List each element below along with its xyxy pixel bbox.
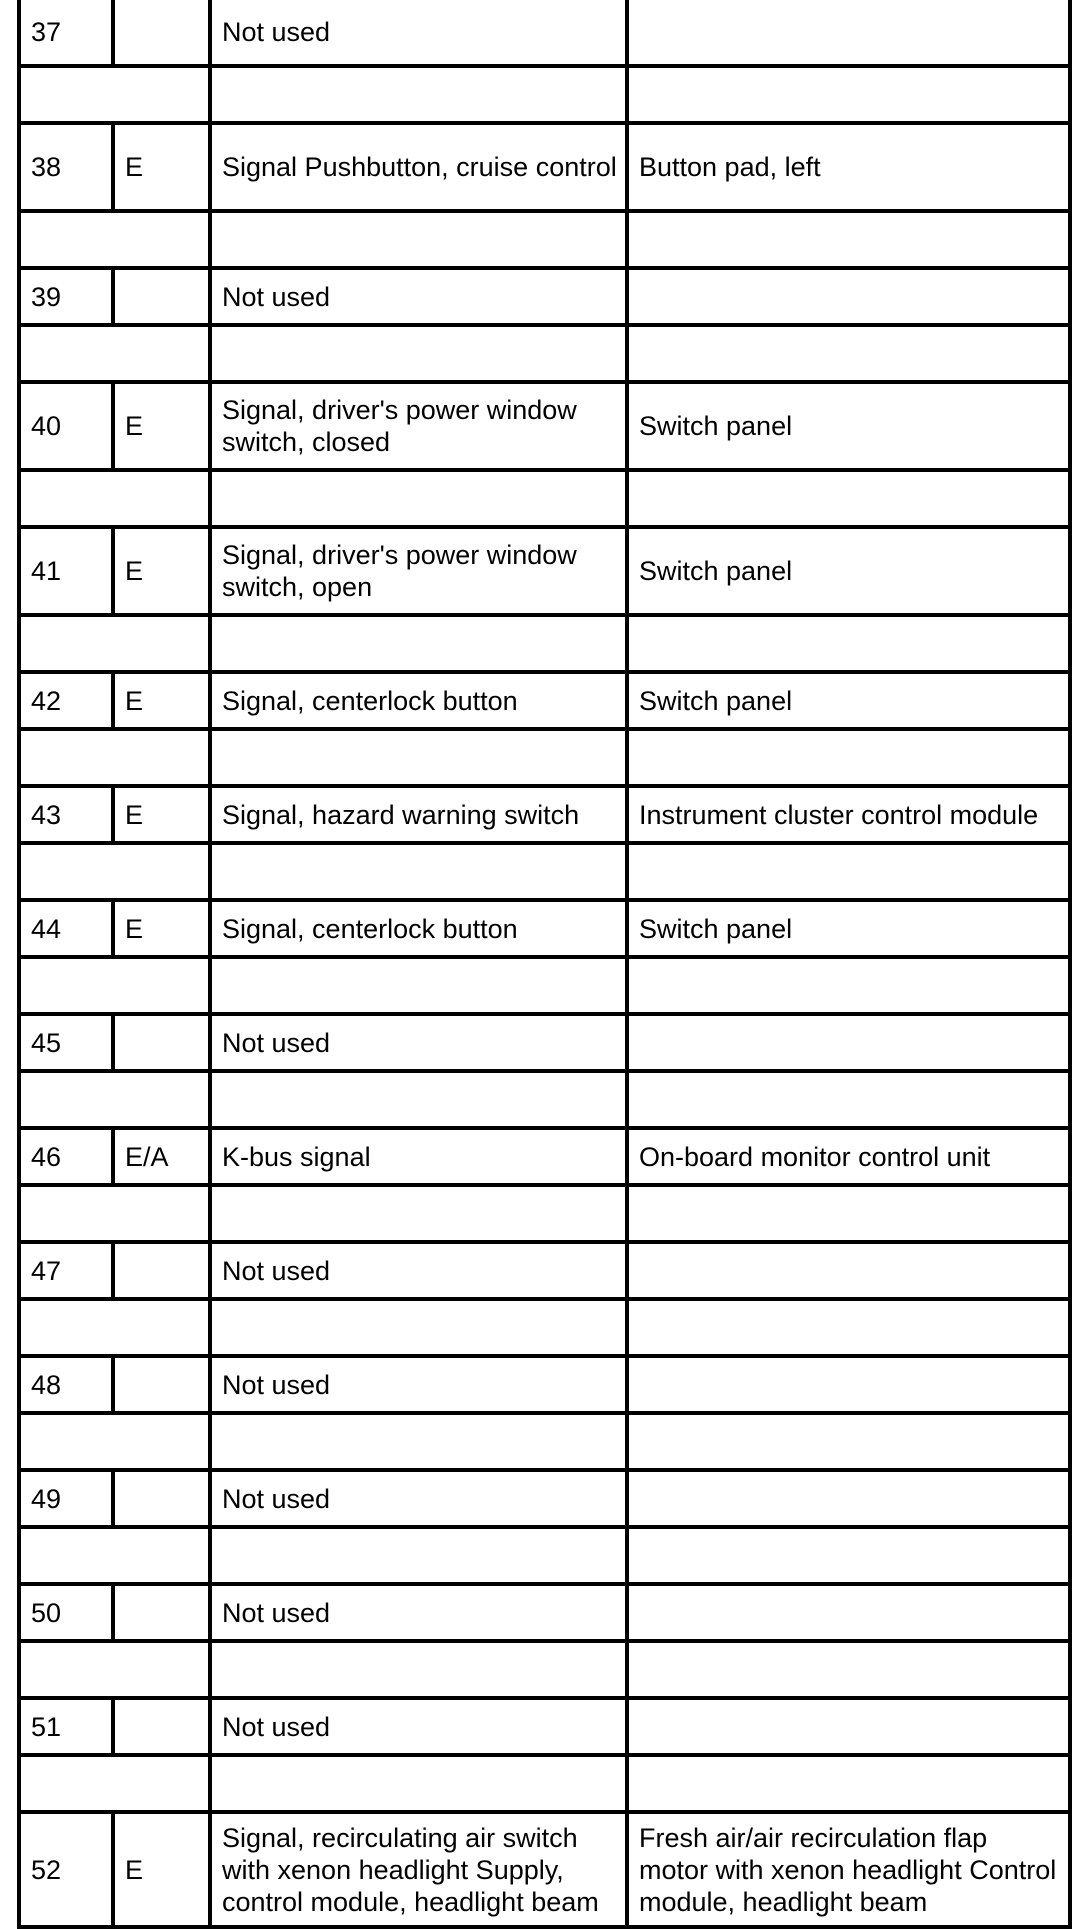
- component: Switch panel: [627, 527, 1070, 615]
- table-row: [19, 672, 1070, 729]
- component: Switch panel: [627, 672, 1070, 729]
- io-type: [113, 1242, 210, 1299]
- table-row: [19, 268, 1070, 325]
- signal-description: Signal, centerlock button: [210, 900, 627, 957]
- io-type: E/A: [113, 1128, 210, 1185]
- spacer-row: [19, 1641, 1070, 1698]
- pin-number: 50: [19, 1584, 113, 1641]
- spacer-row: [19, 729, 1070, 786]
- spacer-row: [19, 1071, 1070, 1128]
- pin-number: 41: [19, 527, 113, 615]
- io-type: E: [113, 527, 210, 615]
- spacer-row: [19, 843, 1070, 900]
- signal-description: Not used: [210, 1242, 627, 1299]
- signal-description: Not used: [210, 1470, 627, 1527]
- table-row: [19, 1242, 1070, 1299]
- table-row: [19, 1128, 1070, 1185]
- table-row: [19, 1812, 1070, 1927]
- pin-number: 39: [19, 268, 113, 325]
- component: Fresh air/air recirculation flap motor with xenon headlight Control module, headlight beam: [627, 1812, 1070, 1927]
- table-row: [19, 1698, 1070, 1755]
- signal-description: Signal, hazard warning switch: [210, 786, 627, 843]
- pin-number: 44: [19, 900, 113, 957]
- pin-number: 46: [19, 1128, 113, 1185]
- spacer-row: [19, 470, 1070, 527]
- io-type: [113, 1470, 210, 1527]
- spacer-row: [19, 325, 1070, 382]
- component: Switch panel: [627, 900, 1070, 957]
- io-type: [113, 1356, 210, 1413]
- pin-number: 47: [19, 1242, 113, 1299]
- io-type: E: [113, 786, 210, 843]
- signal-description: Not used: [210, 268, 627, 325]
- pin-number: 51: [19, 1698, 113, 1755]
- io-type: E: [113, 123, 210, 211]
- component: Switch panel: [627, 382, 1070, 470]
- spacer-row: [19, 66, 1070, 123]
- signal-description: Not used: [210, 1698, 627, 1755]
- component: [627, 1242, 1070, 1299]
- component: [627, 1584, 1070, 1641]
- io-type: [113, 1698, 210, 1755]
- io-type: E: [113, 382, 210, 470]
- pin-number: 45: [19, 1014, 113, 1071]
- component: [627, 1698, 1070, 1755]
- io-type: [113, 1584, 210, 1641]
- pin-number: 43: [19, 786, 113, 843]
- component: [627, 0, 1070, 66]
- spacer-row: [19, 1299, 1070, 1356]
- signal-description: K-bus signal: [210, 1128, 627, 1185]
- table-row: [19, 900, 1070, 957]
- signal-description: Not used: [210, 0, 627, 66]
- table-row: [19, 0, 1070, 66]
- signal-description: Not used: [210, 1584, 627, 1641]
- component: On-board monitor control unit: [627, 1128, 1070, 1185]
- signal-description: Signal, driver's power window switch, closed: [210, 382, 627, 470]
- io-type: E: [113, 1812, 210, 1927]
- table-row: [19, 1584, 1070, 1641]
- table-row: [19, 123, 1070, 211]
- pin-number: 52: [19, 1812, 113, 1927]
- component: Instrument cluster control module: [627, 786, 1070, 843]
- pin-number: 48: [19, 1356, 113, 1413]
- table-row: [19, 382, 1070, 470]
- component: [627, 1356, 1070, 1413]
- signal-description: Signal, recirculating air switch with xenon headlight Supply, control module, headlight beam: [210, 1812, 627, 1927]
- io-type: [113, 1014, 210, 1071]
- table-row: [19, 1470, 1070, 1527]
- io-type: E: [113, 900, 210, 957]
- signal-description: Signal, centerlock button: [210, 672, 627, 729]
- component: [627, 1470, 1070, 1527]
- table-row: [19, 527, 1070, 615]
- io-type: [113, 268, 210, 325]
- pin-number: 49: [19, 1470, 113, 1527]
- pin-number: 40: [19, 382, 113, 470]
- spacer-row: [19, 1527, 1070, 1584]
- pin-number: 38: [19, 123, 113, 211]
- table-row: [19, 1014, 1070, 1071]
- spacer-row: [19, 1413, 1070, 1470]
- pin-assignment-table: [17, 0, 1072, 1929]
- spacer-row: [19, 1185, 1070, 1242]
- component: Button pad, left: [627, 123, 1070, 211]
- spacer-row: [19, 957, 1070, 1014]
- io-type: [113, 0, 210, 66]
- spacer-row: [19, 1755, 1070, 1812]
- spacer-row: [19, 615, 1070, 672]
- signal-description: Signal, driver's power window switch, open: [210, 527, 627, 615]
- spacer-row: [19, 211, 1070, 268]
- io-type: E: [113, 672, 210, 729]
- table-row: [19, 786, 1070, 843]
- component: [627, 1014, 1070, 1071]
- signal-description: Not used: [210, 1356, 627, 1413]
- signal-description: Not used: [210, 1014, 627, 1071]
- pin-number: 37: [19, 0, 113, 66]
- signal-description: Signal Pushbutton, cruise control: [210, 123, 627, 211]
- pin-number: 42: [19, 672, 113, 729]
- table-row: [19, 1356, 1070, 1413]
- component: [627, 268, 1070, 325]
